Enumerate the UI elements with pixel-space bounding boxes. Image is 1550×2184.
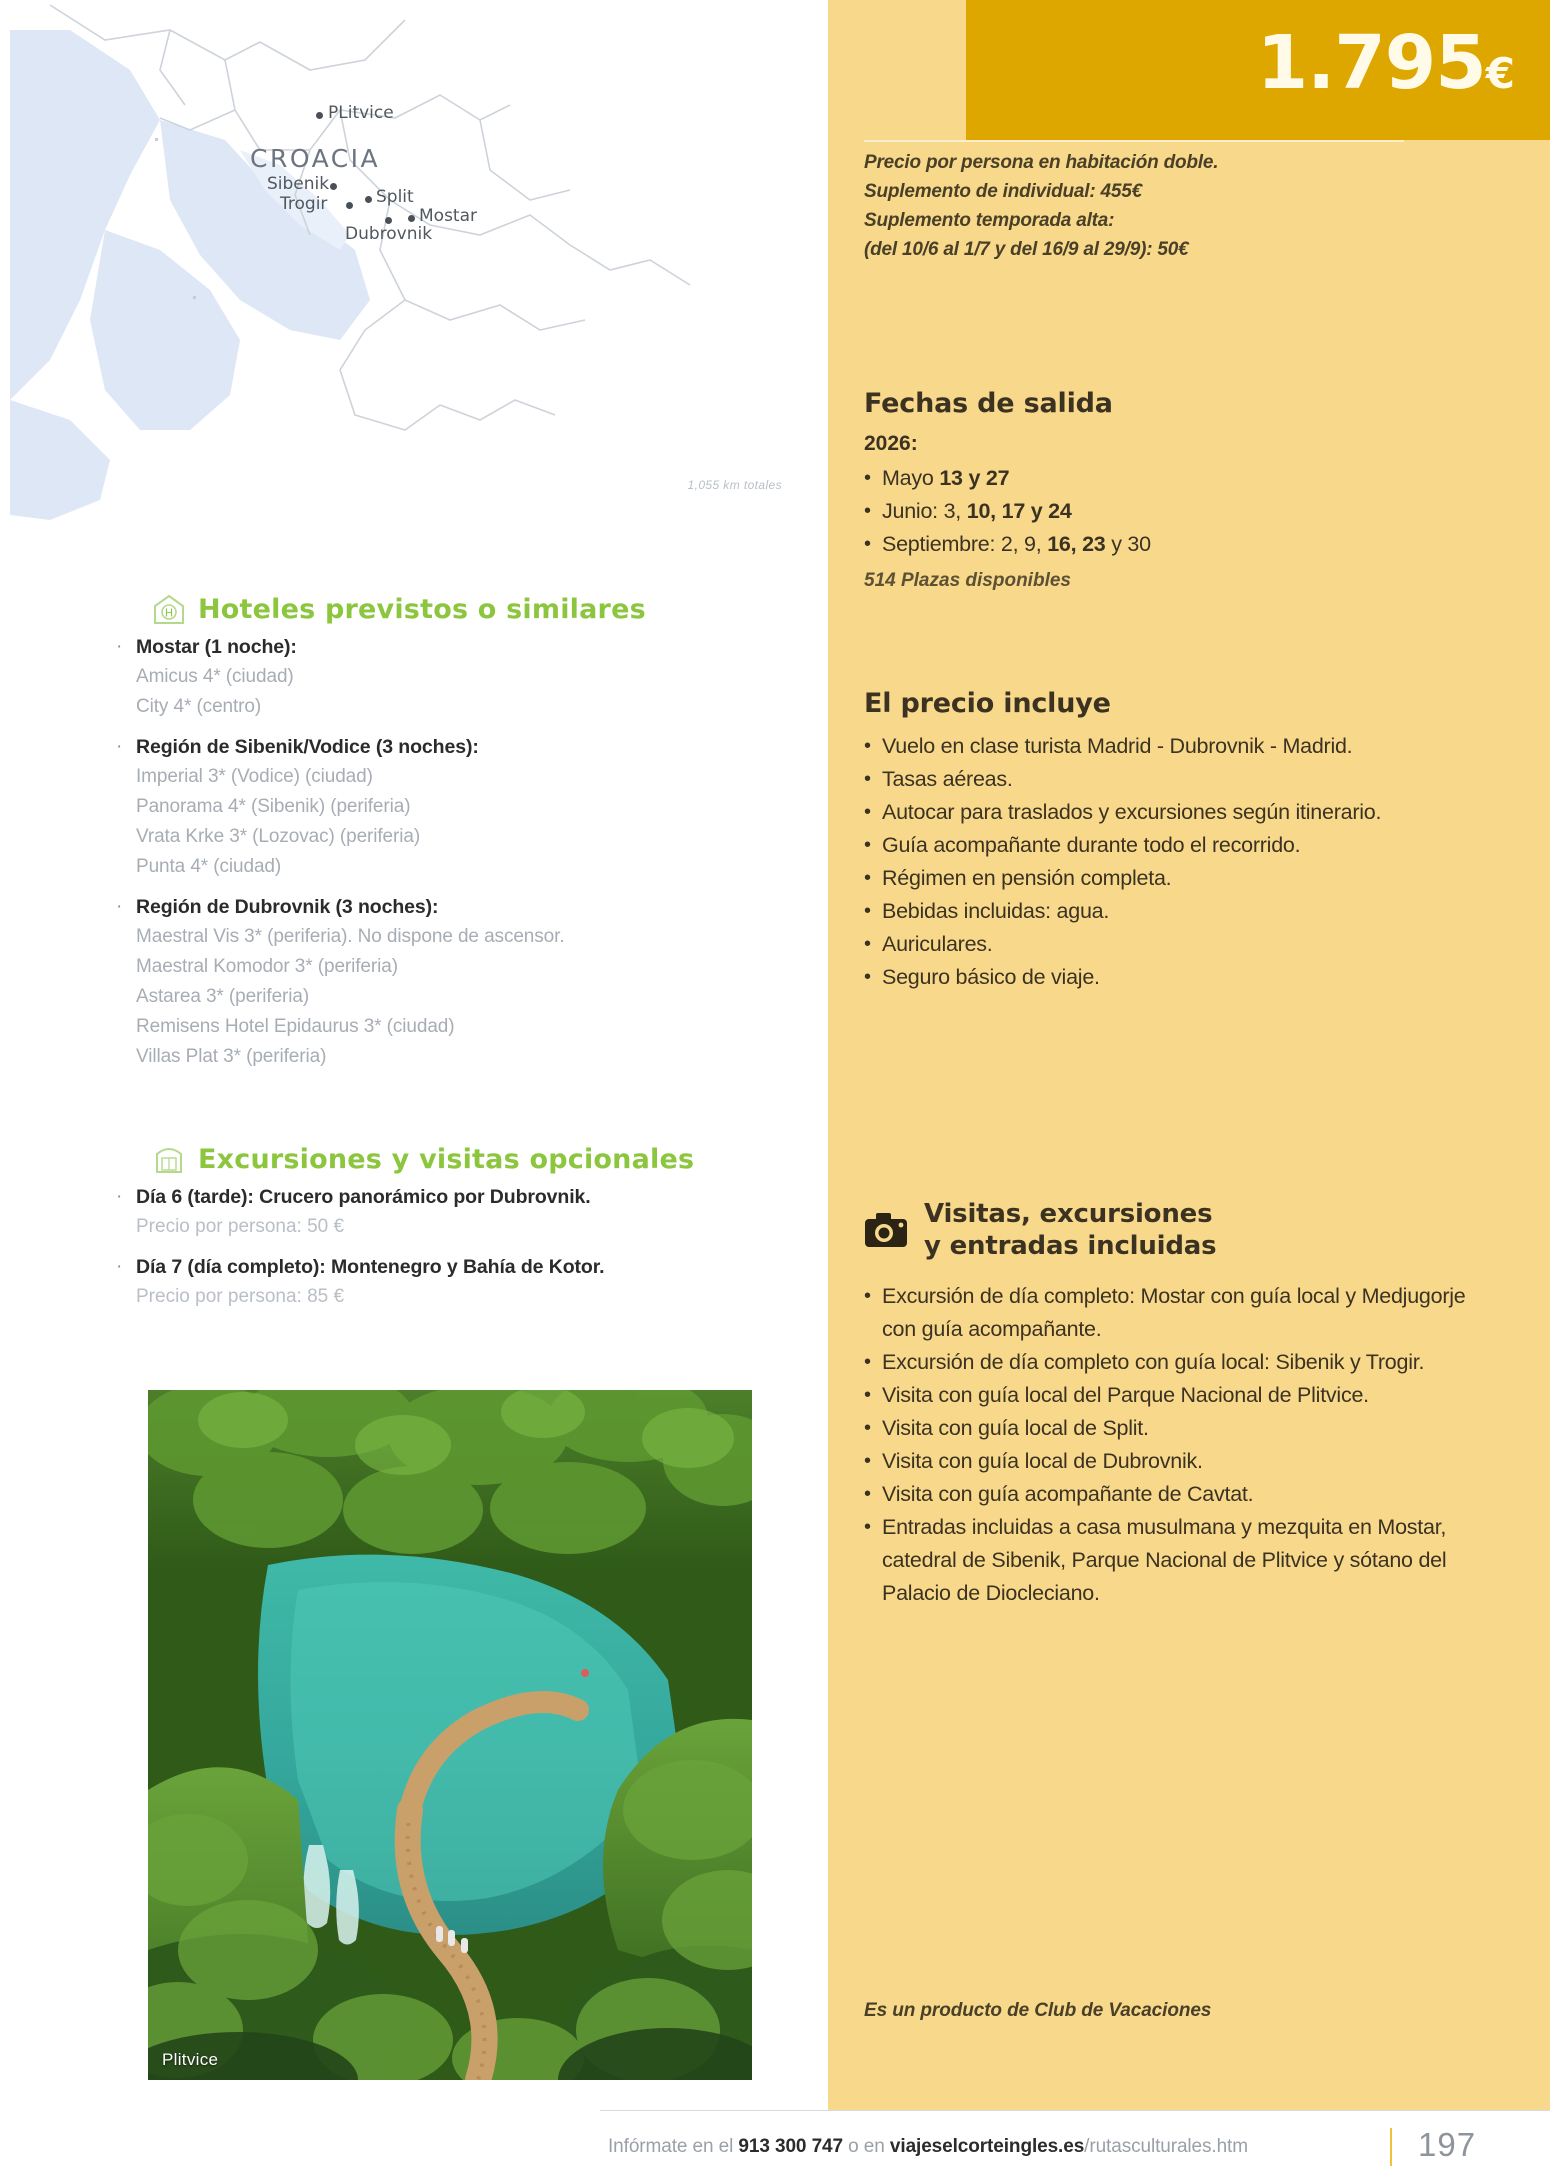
hotel-name: Vrata Krke 3* (Lozovac) (periferia): [136, 826, 421, 847]
date-bold: 13 y 27: [939, 466, 1010, 490]
include-item: Guía acompañante durante todo el recorrido.: [882, 833, 1301, 857]
date-suffix: y 30: [1105, 532, 1151, 556]
list-item: [864, 1412, 1494, 1445]
hotels-heading-text: Hoteles previstos o similares: [198, 593, 646, 625]
map-dot-dubrovnik: [385, 217, 392, 224]
price-notes: [864, 148, 1464, 264]
visits-heading: [864, 1198, 1216, 1262]
dates-list: [864, 462, 1494, 561]
bullet: •: [864, 1285, 872, 1307]
visits-heading-line1: Visitas, excursiones: [924, 1199, 1213, 1229]
bullet: ·: [116, 1256, 123, 1277]
bullet: •: [864, 768, 872, 790]
bullet: •: [864, 801, 872, 823]
hotel-name: City 4* (centro): [136, 696, 262, 717]
price-number: 1.795: [1256, 20, 1486, 106]
price-value: [1256, 20, 1514, 106]
list-item: [116, 1252, 676, 1312]
list-item: [864, 1379, 1494, 1412]
map-dot-trogir: [346, 202, 353, 209]
hotel-group-title: Región de Sibenik/Vodice (3 noches):: [136, 736, 479, 758]
visit-item: Visita con guía acompañante de Cavtat.: [882, 1482, 1254, 1506]
list-item: [864, 763, 1494, 796]
hotel-group-title: Región de Dubrovnik (3 noches):: [136, 896, 439, 918]
bullet: •: [864, 966, 872, 988]
svg-text:H: H: [164, 606, 174, 620]
visit-item: Excursión de día completo: Mostar con guía local y Medjugorje con guía acompañante.: [882, 1284, 1466, 1341]
hotel-name: Panorama 4* (Sibenik) (periferia): [136, 796, 411, 817]
list-item: [864, 528, 1494, 561]
dates-heading: Fechas de salida: [864, 388, 1113, 419]
excursions-heading-text: Excursiones y visitas opcionales: [198, 1143, 695, 1175]
list-item: [864, 796, 1494, 829]
bullet: •: [864, 1417, 872, 1439]
bullet: •: [864, 1516, 872, 1538]
bullet: •: [864, 467, 872, 489]
hotel-name: Amicus 4* (ciudad): [136, 666, 294, 687]
list-item: [864, 1445, 1494, 1478]
list-item: [864, 495, 1494, 528]
include-item: Régimen en pensión completa.: [882, 866, 1172, 890]
visit-item: Visita con guía local de Split.: [882, 1416, 1149, 1440]
list-item: [116, 1182, 676, 1242]
footer-prefix: Infórmate en el: [608, 2136, 739, 2157]
bullet: •: [864, 1351, 872, 1373]
excursions-heading: [152, 1142, 694, 1176]
balkans-map: [10, 0, 818, 528]
excursion-title: Día 6 (tarde): Crucero panorámico por Dubrovnik.: [136, 1186, 591, 1208]
visit-item: Excursión de día completo con guía local: Sibenik y Trogir.: [882, 1350, 1425, 1374]
bullet: •: [864, 834, 872, 856]
map-city-dubrovnik: Dubrovnik: [345, 224, 433, 244]
list-item: [116, 892, 676, 1072]
bullet: •: [864, 867, 872, 889]
bullet: •: [864, 900, 872, 922]
hotels-heading: [152, 592, 646, 626]
list-item: [864, 1280, 1494, 1346]
camera-icon: [864, 1210, 908, 1250]
hotel-name: Punta 4* (ciudad): [136, 856, 282, 877]
map-country-label: CROACIA: [250, 144, 381, 173]
excursions-list: [116, 1182, 676, 1314]
hotel-name: Maestral Vis 3* (periferia). No dispone de ascensor.: [136, 926, 565, 947]
list-item: [864, 895, 1494, 928]
price-note-line: Precio por persona en habitación doble.: [864, 152, 1219, 173]
map-city-plitvice: PLitvice: [328, 103, 394, 123]
price-currency: €: [1485, 49, 1514, 98]
footer-site[interactable]: viajeselcorteingles.es: [889, 2136, 1085, 2157]
map-city-trogir: Trogir: [280, 194, 328, 214]
include-item: Autocar para traslados y excursiones según itinerario.: [882, 800, 1382, 824]
map-dot-split: [365, 196, 372, 203]
map-city-mostar: Mostar: [419, 206, 477, 226]
price-note-line: (del 10/6 al 1/7 y del 16/9 al 29/9): 50€: [864, 239, 1189, 260]
photo-graphic: [148, 1390, 752, 2080]
hotel-group-title: Mostar (1 noche):: [136, 636, 297, 658]
footer-accent-bar: [1390, 2128, 1392, 2166]
include-item: Vuelo en clase turista Madrid - Dubrovnik - Madrid.: [882, 734, 1353, 758]
product-note: Es un producto de Club de Vacaciones: [864, 2000, 1212, 2021]
list-item: [864, 1346, 1494, 1379]
list-item: [864, 1478, 1494, 1511]
date-bold: 10, 17 y 24: [966, 499, 1072, 523]
bullet: •: [864, 1483, 872, 1505]
visits-list: [864, 1280, 1494, 1610]
footer-middle: o en: [842, 2136, 890, 2157]
date-line: [882, 495, 1494, 528]
hotels-list: [116, 632, 676, 1074]
visits-heading-line2: y entradas incluidas: [924, 1231, 1217, 1261]
excursion-bag-icon: [152, 1142, 186, 1176]
footer-phone[interactable]: 913 300 747: [738, 2136, 843, 2157]
dates-year: 2026:: [864, 432, 918, 455]
map-scale-label: 1,055 km totales: [687, 478, 782, 492]
includes-list: [864, 730, 1494, 994]
price-divider: [864, 140, 1404, 142]
bullet: ·: [116, 896, 123, 917]
include-item: Seguro básico de viaje.: [882, 965, 1100, 989]
footer-path[interactable]: /rutasculturales.htm: [1084, 2136, 1248, 2157]
list-item: [864, 862, 1494, 895]
include-item: Bebidas incluidas: agua.: [882, 899, 1110, 923]
availability-note: 514 Plazas disponibles: [864, 570, 1071, 591]
price-note-line: Suplemento de individual: 455€: [864, 181, 1143, 202]
bullet: •: [864, 735, 872, 757]
excursion-price: Precio por persona: 85 €: [136, 1286, 345, 1307]
bullet: •: [864, 933, 872, 955]
date-line: [882, 462, 1494, 495]
include-item: Auriculares.: [882, 932, 993, 956]
footer-contact: [608, 2136, 1248, 2158]
price-note-line: Suplemento temporada alta:: [864, 210, 1115, 231]
bullet: •: [864, 1384, 872, 1406]
date-prefix: Junio: 3,: [882, 499, 967, 523]
map-dot-mostar: [408, 215, 415, 222]
hotel-house-icon: [152, 592, 186, 626]
visit-item: Entradas incluidas a casa musulmana y mezquita en Mostar, catedral de Sibenik, Parque Nacional de Plitvice y sótano del Palacio de Diocleciano.: [882, 1515, 1447, 1605]
list-item: [864, 1511, 1494, 1610]
hotel-name: Villas Plat 3* (periferia): [136, 1046, 327, 1067]
hotel-name: Maestral Komodor 3* (periferia): [136, 956, 398, 977]
bullet: •: [864, 1450, 872, 1472]
excursion-price: Precio por persona: 50 €: [136, 1216, 345, 1237]
plitvice-photo: [148, 1390, 752, 2080]
page-footer: [0, 2110, 1550, 2184]
list-item: [864, 730, 1494, 763]
hotel-name: Astarea 3* (periferia): [136, 986, 310, 1007]
page-number: 197: [1418, 2126, 1477, 2163]
list-item: [864, 462, 1494, 495]
date-line: [882, 528, 1494, 561]
include-item: Tasas aéreas.: [882, 767, 1013, 791]
list-item: [864, 829, 1494, 862]
map-city-split: Split: [376, 187, 414, 207]
list-item: [864, 961, 1494, 994]
footer-divider: [600, 2110, 1550, 2111]
bullet: ·: [116, 636, 123, 657]
visits-heading-text: [924, 1198, 1216, 1262]
hotel-name: Remisens Hotel Epidaurus 3* (ciudad): [136, 1016, 455, 1037]
bullet: •: [864, 500, 872, 522]
map-dot-sibenik: [330, 183, 337, 190]
list-item: [864, 928, 1494, 961]
photo-caption: Plitvice: [162, 2050, 219, 2069]
date-prefix: Mayo: [882, 466, 940, 490]
list-item: [116, 632, 676, 722]
bullet: ·: [116, 736, 123, 757]
includes-heading: El precio incluye: [864, 688, 1111, 719]
bullet: •: [864, 533, 872, 555]
date-prefix: Septiembre: 2, 9,: [882, 532, 1048, 556]
hotel-name: Imperial 3* (Vodice) (ciudad): [136, 766, 373, 787]
date-bold: 16, 23: [1047, 532, 1106, 556]
visit-item: Visita con guía local del Parque Nacional de Plitvice.: [882, 1383, 1369, 1407]
map-dot-plitvice: [316, 112, 323, 119]
right-panel: [828, 0, 1550, 2110]
excursion-title: Día 7 (día completo): Montenegro y Bahía de Kotor.: [136, 1256, 605, 1278]
visit-item: Visita con guía local de Dubrovnik.: [882, 1449, 1203, 1473]
bullet: ·: [116, 1186, 123, 1207]
list-item: [116, 732, 676, 882]
map-city-sibenik: Sibenik: [267, 174, 330, 194]
map-graphic: [10, 0, 818, 528]
